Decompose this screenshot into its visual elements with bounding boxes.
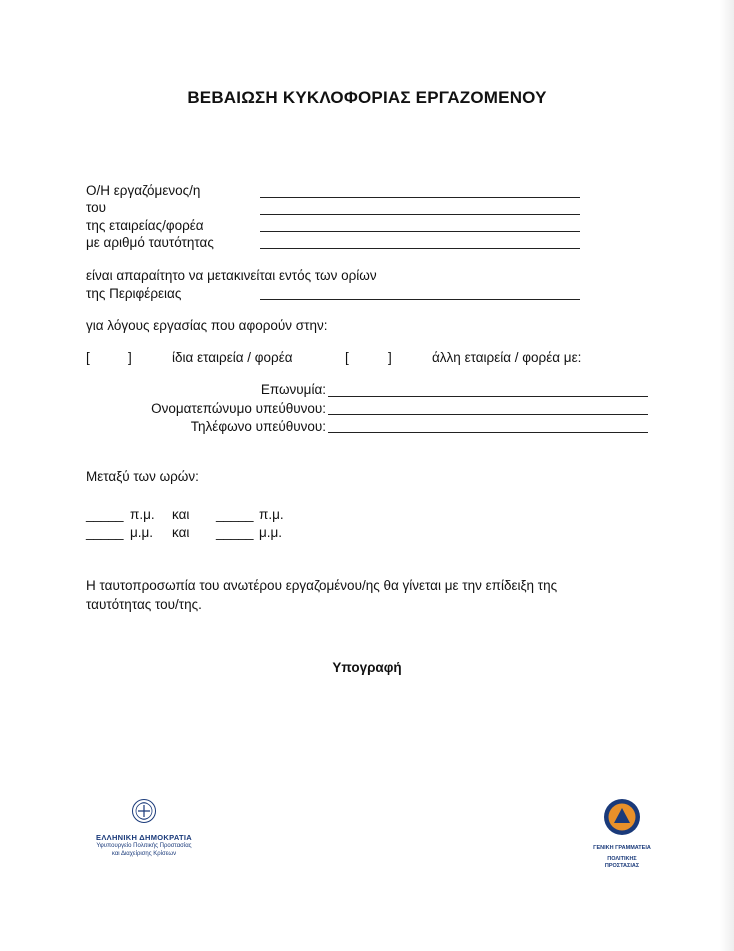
hours-and-2: και <box>172 525 190 540</box>
identity-text-line1: Η ταυτοπροσωπία του ανωτέρου εργαζομένου/ης θα γίνεται με την επίδειξη της <box>86 578 558 593</box>
hellenic-republic-logo <box>82 798 206 858</box>
civil-protection-emblem-icon <box>603 798 641 836</box>
right-logo-cap1: ΓΕΝΙΚΗ ΓΡΑΜΜΑΤΕΙΑ <box>593 845 651 851</box>
page-edge-shadow <box>720 0 734 951</box>
checkbox-other-open[interactable]: [ <box>345 350 349 365</box>
checkbox-same-close[interactable]: ] <box>128 350 132 365</box>
hours-am-from-unit: π.μ. <box>130 507 155 522</box>
document-title: ΒΕΒΑΙΩΣΗ ΚΥΚΛΟΦΟΡΙΑΣ ΕΡΓΑΖΟΜΕΝΟΥ <box>187 88 547 107</box>
identity-text-line2: ταυτότητας του/της. <box>86 597 202 612</box>
other-company-name-blank[interactable] <box>328 396 648 397</box>
company-blank[interactable] <box>260 231 580 232</box>
hours-am-to-blank[interactable]: _____ <box>216 507 254 522</box>
of-blank[interactable] <box>260 214 580 215</box>
left-logo-sub1: Υφυπουργείο Πολιτικής Προστασίας <box>96 843 192 849</box>
responsible-name-blank[interactable] <box>328 414 648 415</box>
employee-label: Ο/Η εργαζόμενος/η <box>86 183 201 198</box>
option-same-company: ίδια εταιρεία / φορέα <box>172 350 293 365</box>
reason-intro: για λόγους εργασίας που αφορούν στην: <box>86 318 328 333</box>
employee-blank[interactable] <box>260 197 580 198</box>
hours-and-1: και <box>172 507 190 522</box>
movement-text-line2: της Περιφέρειας <box>86 286 182 301</box>
company-label: της εταιρείας/φορέα <box>86 218 204 233</box>
civil-protection-logo <box>590 798 654 870</box>
movement-text-line1: είναι απαραίτητο να μετακινείται εντός των ορίων <box>86 268 377 283</box>
hours-am-to-unit: π.μ. <box>259 507 284 522</box>
hours-intro: Μεταξύ των ωρών: <box>86 469 199 484</box>
of-label: του <box>86 200 107 215</box>
option-other-company: άλλη εταιρεία / φορέα με: <box>432 350 582 365</box>
hours-pm-to-unit: μ.μ. <box>259 525 283 540</box>
responsible-phone-label: Τηλέφωνο υπεύθυνου: <box>190 419 326 434</box>
checkbox-other-close[interactable]: ] <box>388 350 392 365</box>
signature-label: Υπογραφή <box>332 660 402 675</box>
greek-emblem-icon <box>131 798 157 824</box>
hours-pm-from-unit: μ.μ. <box>130 525 154 540</box>
right-logo-cap2: ΠΟΛΙΤΙΚΗΣ ΠΡΟΣΤΑΣΙΑΣ <box>604 856 640 869</box>
responsible-phone-blank[interactable] <box>328 432 648 433</box>
id-number-label: με αριθμό ταυτότητας <box>86 235 214 250</box>
responsible-name-label: Ονοματεπώνυμο υπεύθυνου: <box>151 401 326 416</box>
hours-pm-from-blank[interactable]: _____ <box>86 525 124 540</box>
checkbox-same-open[interactable]: [ <box>86 350 90 365</box>
hours-pm-to-blank[interactable]: _____ <box>216 525 254 540</box>
left-logo-name: ΕΛΛΗΝΙΚΗ ΔΗΜΟΚΡΑΤΙΑ <box>96 833 192 842</box>
region-blank[interactable] <box>260 299 580 300</box>
id-number-blank[interactable] <box>260 248 580 249</box>
hours-am-from-blank[interactable]: _____ <box>86 507 124 522</box>
other-company-name-label: Επωνυμία: <box>260 382 326 397</box>
left-logo-sub2: και Διαχείρισης Κρίσεων <box>111 851 177 857</box>
